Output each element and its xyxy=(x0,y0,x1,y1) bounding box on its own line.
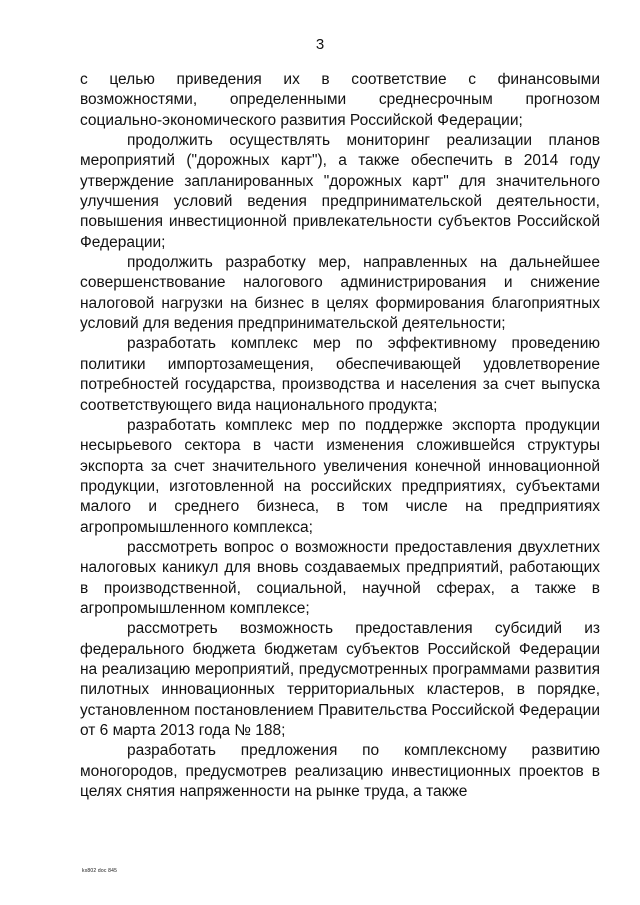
paragraph-cluster-subsidies: рассмотреть возможность предоставления субсидий из федерального бюджета бюджетам субъектов Российской Федерации на реализацию мероприятий, предусмотренных программами развития пилотных инновационных территориальных кластеров, в порядке, установленном постановлением Правительства Российской Федерации от 6 марта 2013 года № 188; xyxy=(80,620,600,739)
page-number: 3 xyxy=(315,36,325,53)
paragraph-continuation: с целью приведения их в соответствие с финансовыми возможностями, определенными среднесрочным прогнозом социально-экономического развития Российской Федерации; xyxy=(80,71,600,129)
footer-document-code: kx802 doc 845 xyxy=(82,868,118,874)
paragraph-import-substitution: разработать комплекс мер по эффективному проведению политики импортозамещения, обеспечивающей удовлетворение потребностей государства, производства и населения за счет выпуска соответствующего вида национального продукта; xyxy=(80,335,600,414)
paragraph-tax-administration: продолжить разработку мер, направленных на дальнейшее совершенствование налогового администрирования и снижение налоговой нагрузки на бизнес в целях формирования благоприятных условий для ведения предпринимательской деятельности; xyxy=(80,254,600,333)
paragraph-export-support: разработать комплекс мер по поддержке экспорта продукции несырьевого сектора в части изменения сложившейся структуры экспорта за счет значительного увеличения конечной инновационной продукции, изготовленной на российских предприятиях, субъектами малого и среднего бизнеса, в том числе на предприятиях агропромышленного комплекса; xyxy=(80,416,600,536)
paragraph-tax-holidays: рассмотреть вопрос о возможности предоставления двухлетних налоговых каникул для вновь создаваемых предприятий, работающих в производственной, социальной, научной сферах, а также в агропромышленном комплексе; xyxy=(80,538,600,617)
paragraph-monitoring-roadmaps: продолжить осуществлять мониторинг реализации планов мероприятий ("дорожных карт"), а также обеспечить в 2014 году утверждение запланированных "дорожных карт" для значительного улучшения условий ведения предпринимательской деятельности, повышения инвестиционной привлекательности субъектов Российской Федерации; xyxy=(80,132,600,251)
paragraph-monotowns: разработать предложения по комплексному развитию моногородов, предусмотрев реализацию инвестиционных проектов в целях снятия напряженности на рынке труда, а также xyxy=(80,742,600,801)
document-body xyxy=(80,70,600,802)
